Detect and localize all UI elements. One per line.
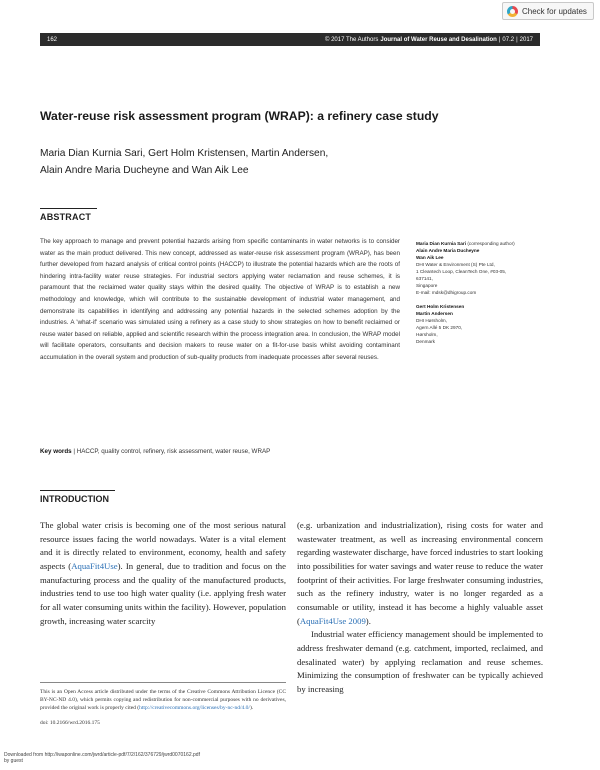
header-separator: | <box>516 36 518 43</box>
journal-name: Journal of Water Reuse and Desalination <box>380 36 497 43</box>
author-list <box>40 145 400 179</box>
intro-rule <box>40 490 115 491</box>
paragraph-text: The global water crisis is becoming one of the most serious natural resource issues facing the world nowadays. Water is a vital element and it is directly related to environment, economy, health and safety aspects ( <box>40 520 286 571</box>
body-column-left <box>40 519 286 628</box>
contact-email[interactable]: E-mail: mdsk@dhigroup.com <box>416 290 477 295</box>
header-separator: | <box>498 36 501 43</box>
contact-line: DHI Water & Environment (S) Pte Ltd, <box>416 262 495 267</box>
contact-line: 1 Cleantech Loop, CleanTech One, #03-05, <box>416 269 507 274</box>
page-number: 162 <box>47 36 58 43</box>
contact-line: Denmark <box>416 339 436 344</box>
intro-paragraph <box>297 519 543 628</box>
article-title: Water-reuse risk assessment program (WRAP): a refinery case study <box>40 109 439 123</box>
contact-block <box>416 303 546 345</box>
contact-line: DHI Hørsholm, <box>416 318 447 323</box>
contact-line: Wan Aik Lee <box>416 255 444 260</box>
header-citation <box>323 37 533 43</box>
journal-header-bar <box>40 33 540 46</box>
license-body: This is an Open Access article distributed under the terms of the Creative Commons Attribution Licence (CC BY-NC-ND 4.0), which permits copying and redistribution for non-commercial purposes with no derivatives, provided the original work is properly cited ( <box>40 689 286 712</box>
check-for-updates-button[interactable] <box>502 2 594 20</box>
paragraph-text: (e.g. urbanization and industrialization), rising costs for water and wastewater treatment, as well as increasing environmental concern regarding wastewater discharge, have forced industries to start looking into possibilities for water savings and water reuse to reduce the water footprint of their activities. For large freshwater consuming industries, such as the refinery industry, water is no longer regarded as a consumable or utility, instead it has become a highly valuable asset ( <box>297 520 543 626</box>
keywords-label: Key words <box>40 448 72 455</box>
paragraph-text: ). <box>365 615 371 626</box>
doi: doi: 10.2166/wrd.2016.175 <box>40 719 100 726</box>
license-end: ). <box>249 705 254 712</box>
contact-line: Singapore <box>416 283 438 288</box>
copyright-text: © 2017 The Authors <box>325 36 379 43</box>
download-line: Downloaded from http://iwaponline.com/jwrd/article-pdf/7/2/162/376729/jwrd0070162.pdf <box>4 752 200 758</box>
contact-line: Agern Allé 5 DK 2970, <box>416 325 463 330</box>
keywords <box>40 447 400 456</box>
contact-line: 637141, <box>416 276 433 281</box>
citation-link[interactable]: AquaFit4Use 2009 <box>299 615 366 626</box>
authors-line: Alain Andre Maria Ducheyne and Wan Aik Lee <box>40 165 249 176</box>
intro-paragraph <box>40 519 286 628</box>
footnote-rule <box>40 682 286 683</box>
author-contacts <box>416 240 546 352</box>
download-line: by guest <box>4 758 23 764</box>
contact-line: Alain Andre Maria Ducheyne <box>416 248 480 253</box>
contact-name: Maria Dian Kurnia Sari <box>416 241 467 246</box>
abstract-rule <box>40 208 97 209</box>
contact-name: Gert Holm Kristensen <box>416 304 465 309</box>
contact-block <box>416 240 546 296</box>
citation-link[interactable]: AquaFit4Use <box>71 560 118 571</box>
introduction-heading: INTRODUCTION <box>40 494 109 504</box>
contact-line: Hørsholm, <box>416 332 438 337</box>
license-text <box>40 688 286 713</box>
abstract-text: The key approach to manage and prevent potential hazards arising from specific contaminants in water networks is to consider water as the main product delivered. This new concept, addressed as water-reuse risk assessment program (WRAP), has been further developed from hazard analysis of critical control points (HACCP) to illustrate the potential hazards which are the roots of hindering intra-facility water reuse strategies. For industrial sectors applying water reclamation and reuse schemes, it is paramount that the reclaimed water quality stays within the desired quality. The objective of WRAP is to establish a new methodology and knowledge, which will contribute to the sustainable development of industrial water management, and demonstrate its capabilities in identifying and addressing any potential hazards in the selected schemes adoption by the industries. A 'what-if' scenario was simulated using a refinery as a case study to show strategies on how to benefit reclaimed or reuse water based on reliable, applied and scientific research within the process integration area. In conclusion, the WRAP model will facilitate operators, consultants and decision makers to reuse water on a fit-for-use basis whilst avoiding contaminant accumulation in the overall system and production of sub-quality products from inadequate processes after several reuses. <box>40 238 400 361</box>
header-year: 2017 <box>519 36 533 43</box>
crossmark-icon <box>507 6 518 17</box>
check-for-updates-label: Check for updates <box>522 6 587 16</box>
contact-note: (corresponding author) <box>466 241 515 246</box>
intro-paragraph: Industrial water efficiency management should be implemented to address freshwater demand (e.g. catchment, imported, reclaimed, and desalinated water) by applying reclamation and reuse schemes. Minimizing the consumption of freshwater can be typically achieved by increasing <box>297 629 543 694</box>
license-link[interactable]: http://creativecommons.org/licenses/by-nc-nd/4.0/ <box>139 705 250 712</box>
download-note <box>4 752 304 764</box>
license-footnote <box>40 688 286 727</box>
authors-line: Maria Dian Kurnia Sari, Gert Holm Kristensen, Martin Andersen, <box>40 148 329 159</box>
paragraph-text: ). In general, due to tradition and focus on the manufacturing process and the quality of the manufactured products, industries tend to use too high water quality (i.e. applying fresh water for all water consuming units within the facility). However, population growth, increasing water scarcity <box>40 560 287 626</box>
abstract-heading: ABSTRACT <box>40 212 92 222</box>
volume-issue: 07.2 <box>502 36 515 43</box>
keywords-list: | HACCP, quality control, refinery, risk assessment, water reuse, WRAP <box>73 448 271 455</box>
body-column-right <box>297 519 543 697</box>
contact-line: Martin Andersen <box>416 311 453 316</box>
